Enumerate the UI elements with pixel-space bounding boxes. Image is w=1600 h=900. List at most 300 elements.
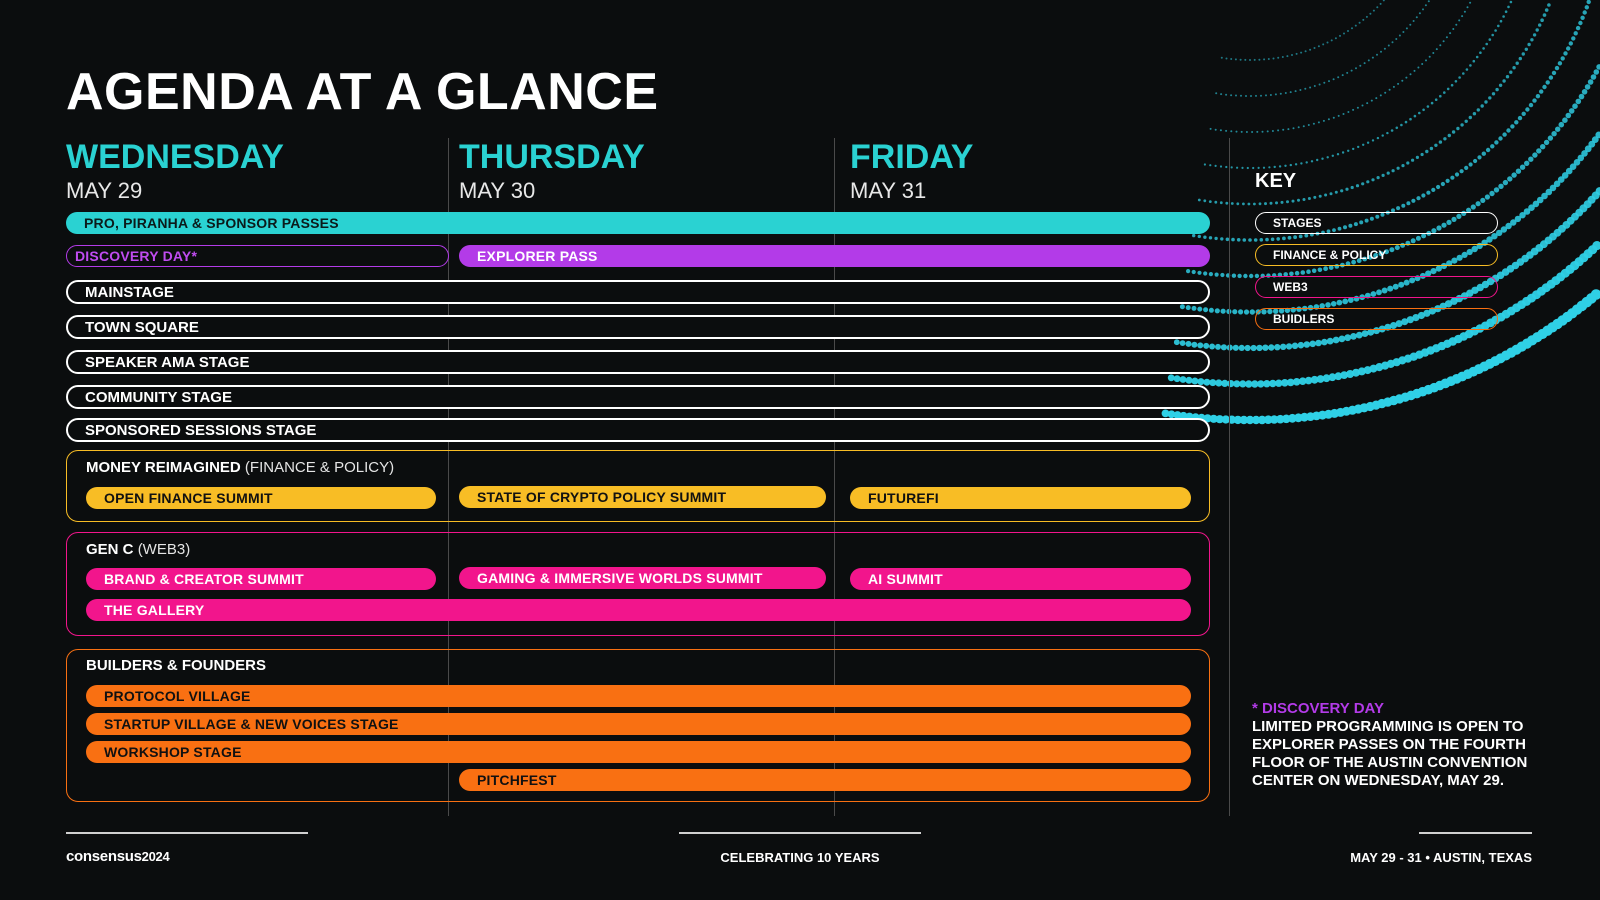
decorative-dot [1525, 48, 1528, 51]
decorative-dot [1512, 66, 1515, 69]
decorative-dot [1451, 84, 1454, 87]
decorative-dot [1443, 40, 1445, 42]
decorative-dot [1432, 52, 1434, 54]
decorative-dot [1315, 340, 1322, 347]
decorative-dot [1282, 129, 1284, 131]
builders-group-title: BUILDERS & FOUNDERS [86, 657, 267, 674]
decorative-dot [1215, 165, 1217, 167]
logo-year: 2024 [141, 849, 170, 864]
decorative-dot [1460, 123, 1463, 126]
decorative-dot [1347, 111, 1349, 113]
decorative-dot [1492, 92, 1495, 95]
decorative-dot [1574, 31, 1578, 35]
decorative-dot [1186, 269, 1190, 273]
decorative-dot [1339, 35, 1341, 37]
decorative-dot [1469, 2, 1471, 4]
decorative-dot [1244, 59, 1246, 61]
decorative-dot [1292, 343, 1299, 350]
decorative-dot [1569, 41, 1573, 45]
stage-bar: SPEAKER AMA STAGE [66, 350, 1210, 374]
decorative-dot [1539, 89, 1543, 93]
decorative-dot [1262, 131, 1264, 133]
decorative-dot [1525, 107, 1529, 111]
decorative-dot [1314, 47, 1316, 49]
decorative-dot [1203, 236, 1206, 239]
decorative-dot [1399, 35, 1401, 37]
decorative-dot [1446, 36, 1448, 38]
decorative-dot [1540, 18, 1544, 22]
decorative-dot [1392, 169, 1395, 172]
decorative-dot [1392, 41, 1394, 43]
decorative-dot [1276, 237, 1280, 241]
decorative-dot [1494, 140, 1498, 144]
decorative-dot [1225, 94, 1227, 96]
decorative-dot [1362, 330, 1369, 337]
decorative-dot [1389, 89, 1391, 91]
decorative-dot [1226, 58, 1228, 60]
web3-bar: THE GALLERY [86, 599, 1191, 621]
decorative-dot [1361, 182, 1364, 185]
decorative-dot [1342, 74, 1344, 76]
decorative-dot [1304, 234, 1308, 238]
decorative-dot [1265, 238, 1269, 242]
decorative-dot [1251, 131, 1253, 133]
decorative-dot [1237, 274, 1241, 278]
decorative-dot [1524, 161, 1529, 166]
decorative-dot [1295, 90, 1297, 92]
decorative-dot [1382, 134, 1384, 136]
finance-bar: STATE OF CRYPTO POLICY SUMMIT [459, 486, 826, 508]
decorative-dot [1263, 167, 1265, 169]
decorative-dot [1439, 140, 1442, 143]
decorative-dot [1285, 92, 1287, 94]
decorative-dot [1416, 196, 1420, 200]
decorative-dot [1391, 129, 1394, 132]
decorative-dot [1359, 65, 1361, 67]
finance-group-title [86, 459, 394, 476]
decorative-dot [1231, 202, 1234, 205]
decorative-dot [1309, 87, 1311, 89]
explorer-pass-bar: EXPLORER PASS [459, 245, 1210, 267]
decorative-dot [1197, 307, 1202, 312]
decorative-dot [1232, 274, 1236, 278]
decorative-dot [1495, 88, 1498, 91]
decorative-dot [1221, 344, 1227, 350]
decorative-dot [1429, 56, 1431, 58]
decorative-dot [1162, 410, 1170, 418]
decorative-dot [1578, 21, 1582, 25]
decorative-dot [1299, 89, 1301, 91]
decorative-dot [1583, 10, 1587, 14]
decorative-dot [1321, 158, 1323, 160]
decorative-dot [1477, 155, 1481, 159]
decorative-dot [1558, 61, 1562, 65]
decorative-dot [1221, 57, 1223, 59]
decorative-dot [1449, 32, 1451, 34]
decorative-dot [1314, 85, 1316, 87]
decorative-dot [1443, 137, 1446, 140]
builders-bar: PITCHFEST [459, 769, 1191, 791]
decorative-dot [1425, 150, 1428, 153]
decorative-dot [1346, 72, 1348, 74]
decorative-dot [1400, 124, 1403, 127]
decorative-dot [1318, 268, 1323, 273]
decorative-dot [1241, 131, 1243, 133]
decorative-dot [1245, 95, 1247, 97]
decorative-dot [1303, 125, 1305, 127]
decorative-dot [1215, 308, 1220, 313]
decorative-dot [1305, 50, 1307, 52]
stage-bar: TOWN SQUARE [66, 315, 1210, 339]
decorative-dot [1254, 238, 1258, 242]
decorative-dot [1384, 92, 1386, 94]
decorative-dot [1441, 182, 1445, 186]
decorative-dot [1249, 59, 1251, 61]
decorative-dot [1569, 108, 1575, 114]
decorative-dot [1293, 127, 1295, 129]
decorative-dot [1436, 48, 1438, 50]
decorative-dot [1344, 334, 1351, 341]
decorative-dot [1421, 233, 1426, 238]
decorative-dot [1203, 379, 1210, 386]
decorative-dot [1238, 309, 1243, 314]
decorative-dot [1380, 3, 1382, 5]
decorative-dot [1369, 13, 1371, 15]
decorative-dot [1443, 91, 1446, 94]
decorative-dot [1209, 236, 1212, 239]
decorative-dot [1287, 128, 1289, 130]
builders-bar: STARTUP VILLAGE & NEW VOICES STAGE [86, 713, 1191, 735]
decorative-dot [1511, 172, 1516, 177]
decorative-dot [1168, 374, 1175, 381]
decorative-dot [1256, 131, 1258, 133]
decorative-dot [1362, 19, 1364, 21]
decorative-dot [1422, 8, 1424, 10]
decorative-dot [1482, 47, 1485, 50]
decorative-dot [1192, 306, 1197, 311]
decorative-dot [1536, 148, 1541, 153]
decorative-dot [1343, 33, 1345, 35]
decorative-dot [1292, 200, 1295, 203]
decorative-dot [1256, 345, 1262, 351]
decorative-dot [1375, 97, 1377, 99]
decorative-dot [1304, 88, 1306, 90]
decorative-dot [1191, 378, 1198, 385]
decorative-dot [1210, 128, 1212, 130]
decorative-dot [1366, 180, 1369, 183]
decorative-dot [1434, 144, 1437, 147]
web3-bar: AI SUMMIT [850, 568, 1191, 590]
decorative-dot [1421, 153, 1424, 156]
decorative-dot [1411, 238, 1416, 243]
decorative-dot [1297, 199, 1300, 202]
decorative-dot [1186, 377, 1193, 384]
decorative-dot [1198, 199, 1201, 202]
decorative-dot [1579, 94, 1585, 100]
decorative-dot [1324, 194, 1327, 197]
decorative-dot [1446, 179, 1450, 183]
decorative-dot [1323, 82, 1325, 84]
decorative-dot [1489, 38, 1492, 41]
decorative-dot [1268, 344, 1274, 350]
decorative-dot [1422, 109, 1425, 112]
key-divider [1229, 138, 1230, 816]
decorative-dot [1220, 93, 1222, 95]
stage-bar: COMMUNITY STAGE [66, 385, 1210, 409]
decorative-dot [1507, 6, 1510, 9]
decorative-dot [1396, 206, 1400, 210]
day-name: THURSDAY [459, 138, 645, 176]
decorative-dot [1413, 20, 1415, 22]
decorative-dot [1355, 67, 1357, 69]
web3-bar: GAMING & IMMERSIVE WORLDS SUMMIT [459, 567, 826, 589]
decorative-dot [1240, 95, 1242, 97]
decorative-dot [1327, 338, 1334, 345]
decorative-dot [1450, 176, 1454, 180]
decorative-dot [1409, 24, 1411, 26]
decorative-dot [1242, 203, 1245, 206]
decorative-dot [1236, 167, 1238, 169]
decorative-dot [1258, 167, 1260, 169]
decorative-dot [1406, 27, 1408, 29]
decorative-dot [1452, 28, 1454, 30]
decorative-dot [1516, 62, 1519, 65]
decorative-dot [1230, 130, 1232, 132]
decorative-dot [1235, 58, 1237, 60]
decorative-dot [1388, 45, 1390, 47]
decorative-dot [1215, 92, 1217, 94]
decorative-dot [1186, 305, 1191, 310]
decorative-dot [1566, 46, 1570, 50]
decorative-dot [1333, 337, 1340, 344]
decorative-dot [1335, 191, 1338, 194]
decorative-dot [1486, 148, 1490, 152]
decorative-dot [1518, 116, 1522, 120]
decorative-dot [1439, 95, 1442, 98]
decorative-dot [1279, 165, 1281, 167]
decorative-dot [1303, 198, 1306, 201]
decorative-dot [1416, 236, 1421, 241]
decorative-dot [1421, 193, 1425, 197]
decorative-dot [1214, 237, 1217, 240]
decorative-dot [1411, 199, 1415, 203]
footer-tagline: CELEBRATING 10 YEARS [720, 850, 880, 865]
decorative-dot [1546, 80, 1550, 84]
decorative-dot [1288, 236, 1292, 240]
decorative-dot [1431, 188, 1435, 192]
decorative-dot [1275, 93, 1277, 95]
decorative-dot [1555, 66, 1559, 70]
decorative-dot [1410, 73, 1412, 75]
decorative-dot [1298, 342, 1305, 349]
decorative-dot [1542, 85, 1546, 89]
decorative-dot [1331, 39, 1333, 41]
decorative-dot [1377, 176, 1380, 179]
decorative-dot [1494, 29, 1497, 32]
decorative-dot [1452, 130, 1455, 133]
decorative-dot [1536, 94, 1540, 98]
decorative-dot [1220, 237, 1223, 240]
decorative-dot [1367, 142, 1369, 144]
decorative-dot [1337, 153, 1339, 155]
decorative-dot [1455, 80, 1458, 83]
decorative-dot [1342, 299, 1348, 305]
decorative-dot [1510, 124, 1514, 128]
decorative-dot [1402, 31, 1404, 33]
day-header-wednesday [66, 140, 284, 204]
decorative-dot [1245, 345, 1251, 351]
decorative-dot [1428, 0, 1430, 2]
decorative-dot [1309, 341, 1316, 348]
decorative-dot [1263, 58, 1265, 60]
decorative-dot [1327, 42, 1329, 44]
decorative-dot [1312, 269, 1317, 274]
decorative-dot [1418, 112, 1421, 115]
discovery-day-note [1252, 700, 1532, 790]
decorative-dot [1464, 11, 1466, 13]
decorative-dot [1425, 59, 1427, 61]
decorative-dot [1268, 166, 1270, 168]
decorative-dot [1231, 166, 1233, 168]
decorative-dot [1299, 235, 1303, 239]
decorative-dot [1582, 89, 1588, 95]
decorative-dot [1551, 131, 1556, 136]
decorative-dot [1319, 84, 1321, 86]
decorative-dot [1351, 70, 1353, 72]
decorative-dot [1340, 189, 1343, 192]
decorative-dot [1439, 44, 1441, 46]
decorative-dot [1527, 43, 1530, 46]
decorative-dot [1323, 120, 1325, 122]
decorative-dot [1203, 343, 1209, 349]
builders-bar: PROTOCOL VILLAGE [86, 685, 1191, 707]
decorative-dot [1328, 80, 1330, 82]
decorative-dot [1180, 340, 1186, 346]
decorative-dot [1357, 146, 1359, 148]
decorative-dot [1328, 118, 1330, 120]
day-name: FRIDAY [850, 138, 974, 176]
group-subtitle: (FINANCE & POLICY) [244, 459, 395, 476]
decorative-dot [1231, 238, 1235, 242]
note-heading: * DISCOVERY DAY [1252, 700, 1384, 717]
decorative-dot [1544, 140, 1549, 145]
decorative-dot [1243, 238, 1247, 242]
decorative-dot [1290, 164, 1292, 166]
decorative-dot [1425, 4, 1427, 6]
decorative-dot [1372, 57, 1374, 59]
decorative-dot [1359, 22, 1361, 24]
decorative-dot [1277, 129, 1279, 131]
decorative-dot [1258, 59, 1260, 61]
decorative-dot [1209, 344, 1215, 350]
consensus-logo [66, 848, 169, 865]
decorative-dot [1321, 339, 1328, 346]
decorative-dot [1447, 88, 1450, 91]
web3-group-title [86, 541, 190, 558]
decorative-dot [1270, 202, 1273, 205]
decorative-dot [1585, 84, 1591, 90]
decorative-dot [1306, 161, 1308, 163]
decorative-dot [1215, 129, 1217, 131]
decorative-dot [1467, 6, 1469, 8]
group-name: MONEY REIMAGINED [86, 459, 241, 476]
decorative-dot [1330, 192, 1333, 195]
decorative-dot [1235, 95, 1237, 97]
decorative-dot [1221, 309, 1226, 314]
decorative-dot [1290, 91, 1292, 93]
decorative-dot [1248, 203, 1251, 206]
decorative-dot [1209, 308, 1214, 313]
decorative-dot [1316, 159, 1318, 161]
decorative-dot [1280, 93, 1282, 95]
decorative-dot [1596, 64, 1600, 70]
decorative-dot [1562, 117, 1568, 123]
decorative-dot [1520, 165, 1525, 170]
decorative-dot [1371, 178, 1374, 181]
decorative-dot [1215, 379, 1222, 386]
decorative-dot [1209, 272, 1213, 276]
decorative-dot [1225, 202, 1228, 205]
decorative-dot [1417, 67, 1419, 69]
decorative-dot [1209, 164, 1211, 166]
decorative-dot [1500, 20, 1503, 23]
decorative-dot [1260, 238, 1264, 242]
decorative-dot [1479, 51, 1482, 54]
decorative-dot [1192, 270, 1196, 274]
decorative-dot [1252, 167, 1254, 169]
decorative-dot [1464, 166, 1468, 170]
decorative-dot [1498, 136, 1502, 140]
page-title: AGENDA AT A GLANCE [66, 63, 659, 121]
decorative-dot [1264, 202, 1267, 205]
decorative-dot [1465, 120, 1468, 123]
decorative-dot [1203, 271, 1207, 275]
decorative-dot [1481, 104, 1484, 107]
decorative-dot [1333, 78, 1335, 80]
decorative-dot [1347, 30, 1349, 32]
decorative-dot [1233, 345, 1239, 351]
day-date: MAY 30 [459, 178, 536, 203]
decorative-dot [1225, 130, 1227, 132]
decorative-dot [1503, 180, 1508, 185]
decorative-dot [1214, 201, 1217, 204]
decorative-dot [1262, 345, 1268, 351]
decorative-dot [1416, 156, 1419, 159]
decorative-dot [1514, 120, 1518, 124]
decorative-dot [1588, 79, 1594, 85]
decorative-dot [1426, 191, 1430, 195]
decorative-dot [1239, 345, 1245, 351]
decorative-dot [1563, 51, 1567, 55]
decorative-dot [1215, 273, 1219, 277]
decorative-dot [1356, 332, 1363, 339]
decorative-dot [1343, 113, 1345, 115]
note-body: LIMITED PROGRAMMING IS OPEN TO EXPLORER PASSES ON THE FOURTH FLOOR OF THE AUSTIN CONVENTION CENTER ON WEDNESDAY, MAY 29. [1252, 718, 1528, 789]
decorative-dot [1204, 163, 1206, 165]
decorative-dot [1505, 10, 1508, 13]
decorative-dot [1186, 341, 1192, 347]
decorative-dot [1530, 38, 1533, 41]
decorative-dot [1497, 25, 1500, 28]
decorative-dot [1230, 58, 1232, 60]
decorative-dot [1532, 152, 1537, 157]
decorative-dot [1549, 75, 1553, 79]
stage-bar: SPONSORED SESSIONS STAGE [66, 418, 1210, 442]
decorative-dot [1352, 109, 1354, 111]
decorative-dot [1406, 161, 1409, 164]
decorative-dot [1268, 58, 1270, 60]
decorative-dot [1220, 273, 1224, 277]
